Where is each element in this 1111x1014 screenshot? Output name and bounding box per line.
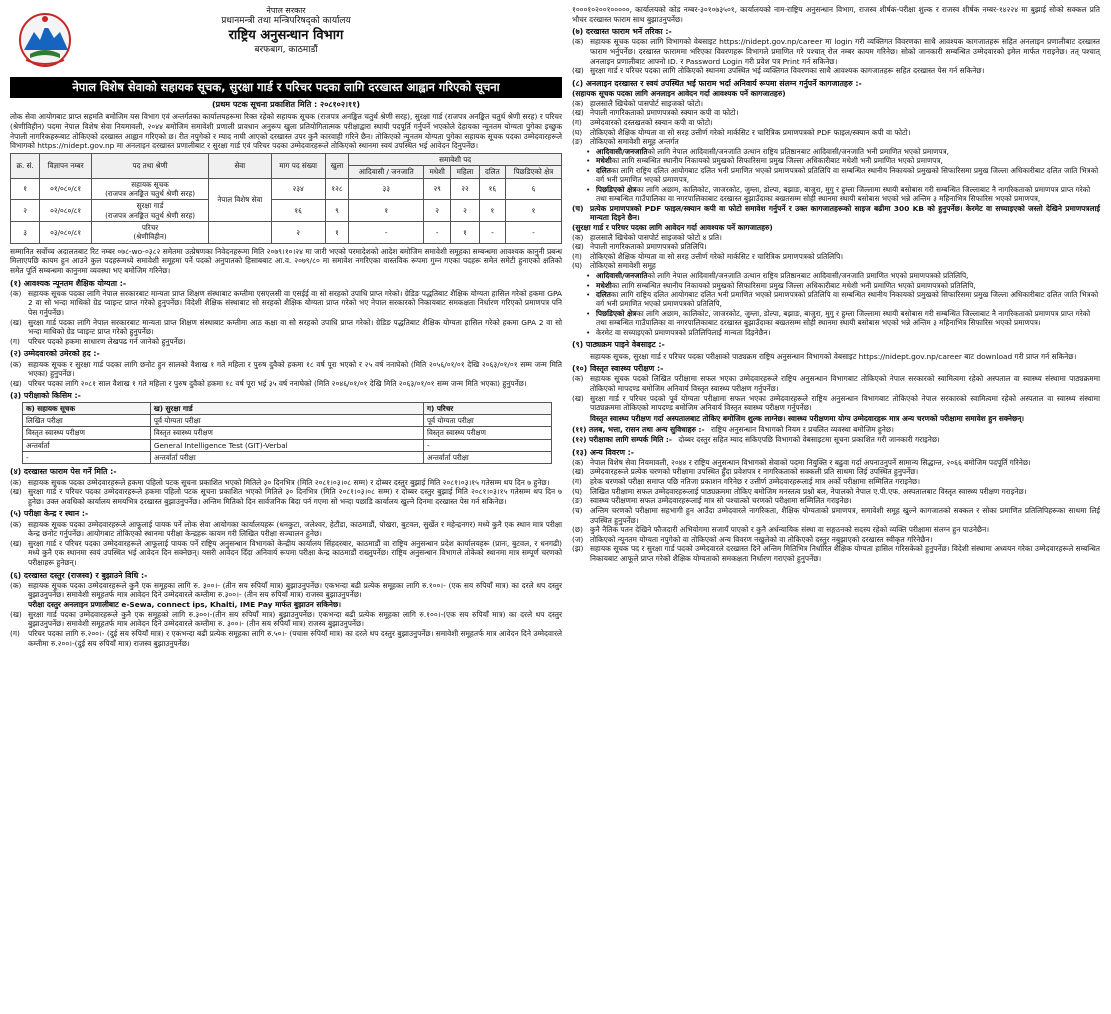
item-label: (झ) <box>572 544 584 554</box>
section-title: (७) दरखास्त फाराम भर्ने तरिका :- <box>572 27 672 37</box>
syllabus-text: सहायक सूचक, सुरक्षा गार्ड र परिचर पदका परीक्षाको पाठ्यक्रम राष्ट्रिय अनुसन्धान विभागको वेबसाइट https://nidept.gov.np/career बाट download गरी प्राप्त गर्न सकिनेछ। <box>590 351 1077 361</box>
item-label: (क) <box>572 37 584 47</box>
item-text: सहायक सूचक र सुरक्षा गार्ड पदका लागि छनोट हुन सालको वैशाख १ गते महिला र पुरुष दुवैको हकमा १८ वर्ष पूरा भएको र २५ वर्ष ननाघेको (मिति २०५६/०१/०१ देखि २०६३/०१/०१ सम्म जन्म मिति भएका) हुनुपर्नेछ। <box>28 359 562 379</box>
location: बरफबाग, काठमाडौं <box>254 44 318 55</box>
list-item <box>10 360 562 379</box>
item-text: तोकिएको न्यूनतम योग्यता नपुगेको वा तोकिएको अन्य विवरण नखुलेको वा तोकिएको दस्तुर नबुझाएको दरखास्त स्वीकृत गरिनेछैन। <box>590 534 933 544</box>
list-item <box>572 242 1100 252</box>
item-text: परिचर पदको हकमा साधारण लेखपढ गर्न जानेको हुनुपर्नेछ। <box>28 336 186 346</box>
list-item <box>572 37 1100 66</box>
list-item <box>572 506 1100 525</box>
section-title: (१) आवश्यक न्यूनतम शैक्षिक योग्यता :- <box>10 278 127 288</box>
bullet-item <box>586 281 1100 290</box>
item-text: तोकिएको शैक्षिक योग्यता वा सो सरह उत्तीर्ण गरेको मार्कसिट र चारित्रिक प्रमाणपत्रको PDF फाइल/स्क्यान कपी वा फोटो। <box>590 127 911 137</box>
cell: १ <box>325 221 349 243</box>
cell: ६ <box>505 178 561 200</box>
cell: विस्तृत स्वास्थ्य परीक्षण <box>23 427 151 439</box>
item-text: तोकिएको शैक्षिक योग्यता वा सो सरह उत्तीर्ण गरेको मार्कसिट र चारित्रिक प्रमाणपत्रको प्रतिलिपि। <box>590 251 844 261</box>
item-text: परिचर पदका लागि २०८१ साल वैशाख १ गते महिला र पुरुष दुवैको हकमा १८ वर्ष पूरा भई ३५ वर्ष ननाघेको (मिति २०४६/०१/०१ देखि मिति २०६३/०१/०१ सम्म जन्म मिति भएका) हुनुपर्नेछ। <box>28 378 527 388</box>
bullet-icon: • <box>586 165 591 175</box>
section-title: (११) तलब, भत्ता, रासन तथा अन्य सुविधाहरु :- <box>572 425 705 435</box>
item-text: परिचर पदका लागि रु.२००।- (दुई सय रुपियाँ मात्र) र एकभन्दा बढी प्रत्येक समूहका लागि रु.५०।- (पचास रुपियाँ मात्र) का दरले थप दस्तुर बुझाउनुपर्नेछ। समावेशी समूहतर्फ मात्र आवेदन दिने उम्मेदवारले कम्तीमा रु.२००।-(दुई सय रुपियाँ मात्र) राजस्व बुझाउनुपर्नेछ। <box>28 628 562 648</box>
post-name: सहायक सूचक <box>131 179 169 189</box>
item-text: उम्मेदवारको दस्तखतको स्क्यान कपी वा फोटो। <box>590 117 713 127</box>
item-text: लिखित परीक्षामा सफल उम्मेदवारहरूलाई पाठ्यक्रममा तोकिए बमोजिम मनस्तत्व प्रश्नो बल, नेपालको नेपाल ए.पी.एफ. अस्पतालबाट विस्तृत स्वास्थ्य परीक्षण गराइनेछ। <box>590 486 1027 496</box>
exam-col: ग) परिचर <box>423 402 551 414</box>
cell <box>92 178 209 200</box>
notice-banner: नेपाल विशेष सेवाको सहायक सूचक, सुरक्षा गार्ड र परिचर पदका लागि दरखास्त आह्वान गरिएको सूचना <box>10 77 562 98</box>
list-item <box>572 525 1100 535</box>
item-label: (क) <box>572 457 584 467</box>
subsection-title: (सहायक सूचक पदका लागि अनलाइन आवेदन गर्दा आवश्यक पर्ने कागजातहरु) <box>572 89 786 98</box>
table-row <box>11 221 562 243</box>
cell: - <box>479 221 505 243</box>
item-text: परीक्षा दस्तुर अनलाइन प्रणालीबाट e-Sewa, connect ips, Khalti, IME Pay मार्फत बुझाउन सकिनेछ। <box>28 600 342 609</box>
bullet-item <box>586 156 1100 165</box>
item-label: (क) <box>10 580 22 590</box>
service-cell: नेपाल विशेष सेवा <box>208 178 271 221</box>
bullet-item <box>586 328 1100 337</box>
item-text: अन्तिम चरणको परीक्षामा सहभागी हुन आउँदा उम्मेदवारले नागरिकता, शैक्षिक योग्यताको प्रमाणपत्र, समावेशी समूह खुल्ने कागजातको सक्कल र सोका प्रमाणित प्रतिलिपिहरूका साथमा लिई उपस्थित हुनुपर्नेछ। <box>590 505 1100 525</box>
bullet-icon: • <box>586 271 591 281</box>
list-item <box>10 487 562 506</box>
left-column <box>10 4 562 648</box>
list-item <box>572 496 1100 506</box>
bullet-text: का लागि अछाम, कालिकोट, जाजरकोट, जुम्ला, डोल्पा, बझाङ, बाजुरा, मुगु र हुम्ला जिल्लामा स्थायी बसोबास गरी सम्बन्धित जिल्लाबाट नै नागरिकताको प्रमाणपत्र प्राप्त गरेको तथा सम्बन्धित गाउँपालिका वा नगरपालिकाबाट दरखास्त बुझाउँदाका बखतसम्म सोही स्थानमा स्थायी बसोबास भएको भन्ने अन्तिम ३ महिनाभित्र सिफारिस भएको प्रमाणपत्र, <box>596 184 1091 204</box>
post-name: सुरक्षा गार्ड <box>136 201 164 211</box>
list-item <box>572 477 1100 487</box>
cell: ०२/०८०/८१ <box>40 200 92 222</box>
cell: ९ <box>325 200 349 222</box>
cell: विस्तृत स्वास्थ्य परीक्षण <box>150 427 423 439</box>
post-name: परिचर <box>141 222 159 232</box>
bullet-text: का लागि राष्ट्रिय दलित आयोगबाट दलित भनी प्रमाणित भएको प्रमाणपत्रको प्रतिलिपि वा सम्बन्धित स्थानीय निकायको प्रमुखको सिफारिसमा प्रमुख जिल्ला अधिकारीबाट दलित जाति भित्रको वर्ग भनी प्रमाणित भएको प्रमाणपत्र, <box>596 165 1099 185</box>
header <box>10 6 562 74</box>
cell: लिखित परीक्षा <box>23 414 151 426</box>
item-label: (ख) <box>572 467 584 477</box>
right-column <box>572 4 1100 564</box>
col-service: सेवा <box>208 153 271 178</box>
list-item <box>572 204 1100 223</box>
cell: १ <box>451 221 480 243</box>
cell: २ <box>424 200 451 222</box>
cell: - <box>349 221 424 243</box>
section-title: (३) परीक्षाको किसिम :- <box>10 391 81 401</box>
item-label: (ख) <box>10 317 22 327</box>
item-label: (क) <box>10 477 22 487</box>
list-item <box>10 600 562 610</box>
cell: अन्तर्वार्ता <box>23 439 151 451</box>
list-item <box>10 478 562 488</box>
item-text: सहायक सूचक पदका उम्मेदवारहरूले आफूलाई पायक पर्ने लोक सेवा आयोगका कार्यालयहरू (धनकुटा, जलेश्वर, हेटौंडा, काठमाडौं, पोखरा, बुटवल, सुर्खेत र महेन्द्रनगर) मध्ये कुनै एक स्थान मात्र परीक्षा केन्द्र छनोट गर्नुपर्नेछ। आयोगबाट तोकिएको स्थानमा परीक्षा केन्द्रहरू कायम गरी लिखित परीक्षा सञ्चालन हुनेछ। <box>28 519 562 539</box>
list-item <box>10 289 562 318</box>
item-text: सहायक सूचक पदको लिखित परीक्षामा सफल भएका उम्मेदवारहरूले राष्ट्रिय अनुसन्धान विभागबाट तोकिएको नेपाल सरकारको स्वामित्वमा रहेको अस्पताल वा स्वास्थ्य संस्थामा पाठ्यक्रममा तोकिएको मापदण्ड बमोजिम अनिवार्य विस्तृत स्वास्थ्य परीक्षण गर्नुपर्नेछ। <box>590 374 1100 393</box>
item-text: सहायक सूचक पदका उम्मेदवारहरूले कुनै एक समूहका लागि रु. ३००।- (तीन सय रुपियाँ मात्र) बुझाउनुपर्नेछ। एकभन्दा बढी प्रत्येक समूहका लागि रु.१००।- (एक सय रुपियाँ मात्र) का दरले थप दस्तुर बुझाउनुपर्नेछ। समावेशी समूहतर्फ मात्र आवेदन दिने उम्मेदवारले कम्तीमा रु.३००।- (तीन सय रुपियाँ मात्र) राजस्व बुझाउनुपर्नेछ। <box>28 580 562 600</box>
item-text: हालसालै खिचेको पासपोर्ट साइजको फोटो ४ प्रति। <box>590 232 722 242</box>
bullet-text: केरमेट वा सच्याइएको प्रमाणपत्रको प्रतिलिपिलाई मान्यता दिइनेछैन। <box>596 327 771 337</box>
cell: General Intelligence Test (GIT)-Verbal <box>150 439 423 451</box>
item-text: तोकिएको समावेशी समूह <box>590 261 656 271</box>
item-label: (घ) <box>572 127 583 137</box>
bullet-text: का लागि राष्ट्रिय दलित आयोगबाट दलित भनी प्रमाणित भएको प्रमाणपत्रको प्रतिलिपि वा सम्बन्धित स्थानीय निकायको प्रमुखको सिफारिसमा प्रमुख जिल्ला अधिकारीबाट दलित जाति भित्रको वर्ग भनी प्रमाणित भएको प्रमाणपत्रको प्रतिलिपि, <box>596 290 1099 309</box>
bullet-head: दलित <box>596 165 611 175</box>
table-row <box>23 452 552 464</box>
cell <box>92 221 209 243</box>
bullet-item <box>586 290 1100 309</box>
item-label: (ख) <box>10 378 22 388</box>
list-item <box>572 252 1100 262</box>
subsection-title: (सुरक्षा गार्ड र परिचर पदका लागि आवेदन गर्दा आवश्यक पर्ने कागजातहरु) <box>572 222 773 232</box>
section-title: (९) पाठ्यक्रम पाइने वेबसाइट :- <box>572 340 665 350</box>
bullet-icon: • <box>586 308 591 318</box>
list-item <box>10 379 562 389</box>
item-label: (ख) <box>572 242 584 252</box>
item-label: (ग) <box>10 336 20 346</box>
cell: - <box>424 221 451 243</box>
cell: ३ <box>11 221 40 243</box>
item-label: (छ) <box>572 525 583 535</box>
bullet-text: को लागि नेपाल आदिवासी/जनजाति उत्थान राष्ट्रिय प्रतिष्ठानबाट आदिवासी/जनजाति भनी प्रमाणित भएको प्रमाणपत्र, <box>647 146 949 156</box>
col-madhesi: मधेशी <box>424 166 451 178</box>
bullet-text: का लागि सम्बन्धित स्थानीय निकायको प्रमुखको सिफारिसमा प्रमुख जिल्ला अधिकारीबाट मधेशी भनी प्रमाणित भएको प्रमाणपत्र, <box>611 156 943 166</box>
cell: २ <box>271 221 325 243</box>
cell: - <box>23 452 151 464</box>
list-item <box>572 467 1100 477</box>
item-text: हरेक चरणको परीक्षा समाप्त पछि नतिजा प्रकाशन गरिनेछ र उत्तीर्ण उम्मेदवारहरूलाई मात्र अर्को परीक्षामा सम्मिलित गराइनेछ। <box>590 477 921 487</box>
col-backward: पिछडिएको क्षेत्र <box>505 166 561 178</box>
bullet-item <box>586 271 1100 280</box>
bullet-icon: • <box>586 327 591 337</box>
list-item <box>572 425 1100 435</box>
bullet-text: का लागि अछाम, कालिकोट, जाजरकोट, जुम्ला, डोल्पा, बझाङ, बाजुरा, मुगु र हुम्ला जिल्लामा स्थायी बसोबास गरी सम्बन्धित जिल्लाबाट नै नागरिकताको प्रमाणपत्र प्राप्त गरेको तथा सम्बन्धित गाउँपालिका वा नगरपालिकाबाट दरखास्त बुझाउँदाका बखतसम्म सोही स्थानमा स्थायी बसोबास भएको भन्ने अन्तिम ३ महिनाभित्र सिफारिस भएको प्रमाणपत्र। <box>596 308 1091 328</box>
item-text: सहायक सूचक पद र सुरक्षा गार्ड पदको उम्मेदवारले दरखास्त दिने अन्तिम मितिभित्र निर्धारित शैक्षिक योग्यता हासिल गरिसकेको हुनुपर्नेछ। विदेशी संस्थामा अध्ययन गरेका उम्मेदवारहरूले सम्बन्धित निकायबाट आफूले प्राप्त गरेको शैक्षिक योग्यताको समकक्षता निर्धारण गराएको हुनुपर्नेछ। <box>590 544 1100 564</box>
col-inclusive: समावेशी पद <box>349 153 562 165</box>
bullet-head: आदिवासी/जनजाति <box>596 146 648 156</box>
bullet-head: मधेशी <box>596 156 612 166</box>
list-item <box>572 261 1100 271</box>
cell: २२ <box>451 178 480 200</box>
bullet-head: पिछडिएको क्षेत्र <box>596 184 637 194</box>
exam-col: क) सहायक सूचक <box>23 402 151 414</box>
item-text: सुरक्षा गार्ड पदका लागि नेपाल सरकारबाट मान्यता प्राप्त शिक्षण संस्थाबाट कम्तीमा आठ कक्षा वा सो सरहको उपाधि प्राप्त गरेको। ग्रेडिङ पद्धतिबाट शैक्षिक योग्यता हासिल गरेको हकमा GPA 2 वा सो भन्दा माथिको ग्रेड प्वाइन्ट प्राप्त गरेको हुनुपर्नेछ। <box>28 317 562 337</box>
table-row <box>23 439 552 451</box>
cell: विस्तृत स्वास्थ्य परीक्षण <box>423 427 551 439</box>
item-text: सहायक सूचक पदका लागि विभागको वेबसाइट https://nidept.gov.np/career मा login गरी व्यक्तिगत विवरणका साथै आवश्यक कागजातहरू सहित अनलाइन प्रणालीबाट दरखास्त फाराम भर्नुपर्नेछ। दरखास्त फाराममा भरिएका विवरणहरू विभागले प्रमाणित गरे पश्चात् रोल नम्बर कायम गरिनेछ। सोको जानकारी सम्बन्धित उम्मेदवारको इमेल मार्फत गराइनेछ। तत् पश्चात् अनलाइन प्रणालीबाट आफ्नो ID. र Password Login गरी प्रवेश पत्र Print गर्न सकिनेछ। <box>590 37 1100 66</box>
list-item <box>10 539 562 568</box>
item-text: नेपाल विशेष सेवा नियमावली, २०४४ र राष्ट्रिय अनुसन्धान विभागको सेवाको पदमा नियुक्ति र बढुवा गर्दा अपनाउनुपर्ने सामान्य सिद्धान्त, २०६६ बमोजिम पदपूर्ति गरिनेछ। <box>590 457 1031 467</box>
post-grade: (राजपत्र अनङ्कित चतुर्थ श्रेणी सरह) <box>105 188 195 198</box>
section-title: (६) दरखास्त दस्तुर (राजस्व) र बुझाउने विधि :- <box>10 570 148 580</box>
item-label: (क) <box>10 519 22 529</box>
cell: अन्तर्वार्ता परीक्षा <box>150 452 423 464</box>
item-text: उम्मेदवारहरूले प्रत्येक चरणको परीक्षामा उपस्थित हुँदा प्रवेशपत्र र नागरिकताको सक्कली प्रति साथमा लिई उपस्थित हुनुपर्नेछ। <box>590 467 919 477</box>
court-note: सम्मानित सर्वोच्च अदालतबाट रिट नम्बर ०७८-wo-०३८२ समेतमा उत्प्रेषणका निवेदनहरूमा मिति २०७९।१०।२४ मा जारी भएको परमादेशको आदेश बमोजिम समावेशी समूहका सम्बन्धमा आवश्यक कानुनी प्रबन्ध मिलाएपछि कायम हुन आउने कुल पदहरूमध्ये समावेशी समूहमा पर्ने पदको अनुपातको हिसाबबाट आ.व. २०७९/८० मा समावेश नगरिएका वास्तविक रूपमा गुम्न गएका पदहरू समेत समेटी हुनाएको क्षतिको समेत पूर्ति सम्बन्धमा कानुनमा व्यवस्था भए बमोजिम गरिनेछ। <box>10 246 562 275</box>
item-label: (ख) <box>572 108 584 118</box>
list-item <box>572 128 1100 138</box>
item-text: नेपाली नागरिकताको प्रमाणपत्रको स्क्यान कपी वा फोटो। <box>590 108 739 118</box>
list-item <box>10 610 562 629</box>
item-text: तोकिएको समावेशी समूह अन्तर्गत <box>590 137 679 147</box>
item-label: (घ) <box>572 486 583 496</box>
list-item <box>572 137 1100 147</box>
list-item <box>572 544 1100 563</box>
publish-date: (प्रथम पटक सूचना प्रकाशित मिति : २०८१०२।११) <box>211 99 361 109</box>
item-label: (ङ) <box>572 496 583 506</box>
bullet-head: आदिवासी/जनजाति <box>596 271 648 281</box>
fee-account-text: १०००१०२००१०००००, कार्यालयको कोड नम्बर-३०१०७३५०१, कार्यालयको नाम-राष्ट्रिय अनुसन्धान विभाग, राजस्व शीर्षक-परीक्षा शुल्क र राजस्व शीर्षक नम्बर-१४२२४ मा बुझाई सोको सक्कल प्रति भौचर दरखास्त फाराम साथ बुझाउनुपर्नेछ। <box>572 5 1100 24</box>
col-post: पद तथा श्रेणी <box>92 153 209 178</box>
cell: १२८ <box>325 178 349 200</box>
item-label: (क) <box>572 232 584 242</box>
bullet-text: को लागि नेपाल आदिवासी/जनजाति उत्थान राष्ट्रिय प्रतिष्ठानबाट आदिवासी/जनजाति प्रमाणित भएको प्रमाणपत्रको प्रतिलिपि, <box>647 271 969 281</box>
bullet-item <box>586 185 1100 204</box>
bullet-head: पिछडिएको क्षेत्र <box>596 308 637 318</box>
cell: ०३/०८०/८१ <box>40 221 92 243</box>
section-title: (५) परीक्षा केन्द्र र स्थान :- <box>10 509 89 519</box>
item-text: नेपाली नागरिकताको प्रमाणपत्रको प्रतिलिपि। <box>590 242 707 252</box>
list-item <box>572 487 1100 497</box>
item-label: (च) <box>572 203 584 213</box>
bullet-text: का लागि सम्बन्धित स्थानीय निकायको प्रमुखको सिफारिसमा प्रमुख जिल्ला अधिकारीबाट मधेशी भनी प्रमाणित भएको प्रमाणपत्रको प्रतिलिपि, <box>611 280 976 290</box>
office-name: प्रधानमन्त्री तथा मन्त्रिपरिषद्को कार्यालय <box>221 16 351 27</box>
list-item <box>572 233 1100 243</box>
cell: अन्तर्वार्ता परीक्षा <box>423 452 551 464</box>
govt-name: नेपाल सरकार <box>266 6 306 15</box>
list-item <box>572 394 1100 413</box>
item-text: सुरक्षा गार्ड र परिचर पदका लागि तोकिएको स्थानमा उपस्थित भई व्यक्तिगत विवरणका साथै आवश्यक कागजातहरू सहित दरखास्त पेस गर्न सकिनेछ। <box>590 66 985 76</box>
cell: २ <box>11 200 40 222</box>
item-text: सुरक्षा गार्ड र परिचर पदका उम्मेदवारहरूले हकमा पहिलो पटक सूचना प्रकाशित भएको मितिले ३० दिनभित्र (मिति २०८१।०३।०८ सम्म) र दोब्बर दस्तुर बुझाई मिति २०८१।०३।१५ गतेसम्म थप दिन ७ हुनेछ। उक्त अवधिको कार्यालय समयभित्र दरखास्त बुझाउनुपर्नेछ। अन्तिम मितिको दिन सार्वजनिक बिदा पर्न गएमा सो भन्दा पछाडि कार्यालय खुल्ने दिनमा दरखास्त पेस गर्न सकिनेछ। <box>28 487 562 506</box>
item-text: सुरक्षा गार्ड र परिचर पदको पूर्व योग्यता परीक्षामा सफल भएका उम्मेदवारहरूले राष्ट्रिय अनुसन्धान विभागबाट तोकिएको नेपाल सरकारको स्वामित्वमा रहेको अस्पताल वा स्वास्थ्य संस्थामा पाठ्यक्रममा तोकिएको मापदण्ड बमोजिम अनिवार्य विस्तृत स्वास्थ्य परीक्षण गर्नुपर्नेछ। <box>590 393 1100 413</box>
item-label: (घ) <box>572 261 583 271</box>
list-item <box>572 458 1100 468</box>
bullet-icon: • <box>586 280 591 290</box>
item-label: (ख) <box>572 393 584 403</box>
post-grade: (राजपत्र अनङ्कित चतुर्थ श्रेणी सरह) <box>105 210 195 220</box>
bullet-icon: • <box>586 156 591 166</box>
cell: १ <box>479 200 505 222</box>
cell: २३४ <box>271 178 325 200</box>
item-label <box>10 600 26 610</box>
cell: १६ <box>271 200 325 222</box>
cell <box>92 200 209 222</box>
list-item <box>572 66 1100 76</box>
item-label: (च) <box>572 505 583 515</box>
cell: १ <box>349 200 424 222</box>
section-title: (१३) अन्य विवरण :- <box>572 447 635 457</box>
col-aj: आदिवासी / जनजाति <box>349 166 424 178</box>
item-label: (ग) <box>10 628 20 638</box>
list-item <box>572 374 1100 393</box>
item-label: (ग) <box>572 117 582 127</box>
table-row <box>11 178 562 200</box>
intro-paragraph: लोक सेवा आयोगबाट प्राप्त सहमति बमोजिम यस विभाग एवं अन्तर्गतका कार्यालयहरूमा रिक्त रहेको सहायक सूचक (राजपत्र अनङ्कित चतुर्थ श्रेणी सरह), सुरक्षा गार्ड (राजपत्र अनङ्कित चतुर्थ श्रेणी सरह) र परिचर (श्रेणीविहीन) पदमा नेपाल विशेष सेवा नियमावली, २०४४ बमोजिम समावेशी प्रणाली प्रावधान अनुरूप खुला प्रतियोगितात्मक परीक्षाद्वारा स्थायी पदपूर्ति गर्नुपर्ने भएकोले देहायका न्यूनतम योग्यता पुगेका इच्छुक नेपाली नागरिकहरूबाट तोकिएको दरखास्त आह्वान गरिएको छ। रीत नपुगेको र म्याद नाघी आएको दरखास्त उपर कुनै कारवाही गरिने छैन। तोकिएको न्यूनतम योग्यता पुगेका सहायक सूचक पदका उम्मेदवारहरूले विभागको https://nidept.gov.np मा अनलाइन दरखास्त प्रणालीबाट र सुरक्षा गार्ड एवं परिचर पदका उम्मेदवारहरूले तोकिएको स्थानमा स्वयं उपस्थित भई आवेदन दिनुपर्नेछ। <box>10 112 562 151</box>
bullet-head: दलित <box>596 290 611 299</box>
bullet-item <box>586 147 1100 156</box>
item-label: (ङ) <box>572 137 583 147</box>
item-label: (ग) <box>572 251 582 261</box>
item-label: (ख) <box>10 487 22 497</box>
exam-col: ख) सुरक्षा गार्ड <box>150 402 423 414</box>
cell: २९ <box>424 178 451 200</box>
list-item <box>10 581 562 600</box>
item-text: सहायक सूचक पदका लागि नेपाल सरकारबाट मान्यता प्राप्त शिक्षण संस्थाबाट कम्तीमा एसएलसी वा एसईई वा सो सरहको उपाधि प्राप्त गरेको। ग्रेडिङ पद्धतिबाट शैक्षिक योग्यता हासिल गरेको हकमा GPA 2 वा सो भन्दा माथिको ग्रेड प्वाइन्ट प्राप्त गरेको हुनुपर्नेछ। विदेशी शैक्षिक संस्थाबाट सो सरहको शैक्षिक योग्यता प्राप्त गरेको भए नेपाल सरकारको निकायबाट समकक्षता निर्धारण गरिएको प्रमाणपत्र पनि पेस गर्नुपर्नेछ। <box>28 288 562 317</box>
cell: - <box>423 439 551 451</box>
item-label: (ख) <box>10 538 22 548</box>
item-label: (ख) <box>10 609 22 619</box>
cell: २ <box>451 200 480 222</box>
cell: ०१/०८०/८१ <box>40 178 92 200</box>
list-item <box>572 118 1100 128</box>
bullet-head: मधेशी <box>596 280 612 290</box>
bullet-icon: • <box>586 290 591 299</box>
item-label: (क) <box>10 359 22 369</box>
item-text: राष्ट्रिय अनुसन्धान विभागको नियम र प्रचलित व्यवस्था बमोजिम हुनेछ। <box>710 425 894 435</box>
table-row <box>23 414 552 426</box>
col-adv: विज्ञापन नम्बर <box>40 153 92 178</box>
col-sn: क्र. सं. <box>11 153 40 178</box>
list-item <box>10 318 562 337</box>
item-text: सुरक्षा गार्ड पदका उम्मेदवारहरूले कुनै एक समूहको लागि रु.३००।-(तीन सय रुपियाँ मात्र) बुझाउनुपर्नेछ। एकभन्दा बढी प्रत्येक समूहका लागि रु.१००।-(एक सय रुपियाँ मात्र) का दरले थप दस्तुर बुझाउनुपर्नेछ। समावेशी समूहतर्फ मात्र आवेदन दिने उम्मेदवारले कम्तीमा रु. ३००।- (तीन सय रुपियाँ मात्र) राजस्व बुझाउनुपर्नेछ। <box>28 609 562 629</box>
list-item <box>572 535 1100 545</box>
cell: १ <box>505 200 561 222</box>
col-dalit: दलित <box>479 166 505 178</box>
section-title: (१०) विस्तृत स्वास्थ्य परीक्षण :- <box>572 364 664 374</box>
item-label: (क) <box>572 98 584 108</box>
section-title: (२) उम्मेदवारको उमेरको हद :- <box>10 349 100 359</box>
col-demand: माग पद संख्या <box>271 153 325 178</box>
section-title: (४) दरखास्त फाराम पेस गर्ने मिति :- <box>10 467 117 477</box>
item-label: (ख) <box>572 66 584 76</box>
item-text: हालसालै खिचेको पासपोर्ट साइजको फोटो। <box>590 98 704 108</box>
list-item <box>572 435 1100 445</box>
item-label: (ग) <box>572 477 582 487</box>
table-row <box>23 427 552 439</box>
item-text: सहायक सूचक पदका उम्मेदवारहरूले हकमा पहिलो पटक सूचना प्रकाशित भएको मितिले ३० दिनभित्र (मिति २०८१।०३।०८ सम्म) र दोब्बर दस्तुर बुझाई मिति २०८१।०३।१५ गतेसम्म थप दिन ७ हुनेछ। <box>28 477 550 487</box>
nepal-emblem-icon <box>18 10 72 68</box>
exam-type-table <box>22 402 552 465</box>
cell: १६ <box>479 178 505 200</box>
item-label: (ज) <box>572 534 584 544</box>
cell: - <box>505 221 561 243</box>
col-open: खुला <box>325 153 349 178</box>
table-row <box>11 200 562 222</box>
section-title: (१२) परीक्षाका लागि सम्पर्क मिति :- <box>572 435 672 445</box>
health-note: विस्तृत स्वास्थ्य परीक्षण गर्दा अस्पतालबाट तोकिए बमोजिम शुल्क लाग्नेछ। स्वास्थ्य परीक्षणमा योग्य उम्मेदवारहरू मात्र अन्य चरणको परीक्षामा समावेश हुन सक्नेछन्। <box>590 413 1025 423</box>
item-label: (क) <box>10 288 22 298</box>
item-label: (क) <box>572 374 584 384</box>
item-text: स्वास्थ्य परीक्षणमा सफल उम्मेदवारहरूलाई मात्र सो पश्चात्को चरणको परीक्षामा सम्मिलित गराइनेछ। <box>590 496 852 506</box>
item-text: सुरक्षा गार्ड र परिचर पदका उम्मेदवारहरूले आफूलाई पायक पर्ने राष्ट्रिय अनुसन्धान विभागको केन्द्रीय कार्यालय सिंहदरबार, काठमाडौं वा राष्ट्रिय अनुसन्धान प्रदेश कार्यालयहरू (प्रानः, बुटवल, र धनगढी) मध्ये कुनै एक स्थानमा स्वयं उपस्थित भई आवेदन दिन सक्नेछन्। यसरी आवेदन दिँदा अनिवार्य रूपमा परीक्षा केन्द्र काठमाडौं राख्नुपर्नेछ। राष्ट्रिय अनुसन्धान विभागले तोकेको स्थानमा मात्र सम्पूर्ण चरणको परीक्षाहरू हुनेछन्। <box>28 538 562 567</box>
cell: १ <box>11 178 40 200</box>
bullet-icon: • <box>586 146 591 156</box>
list-item <box>10 337 562 347</box>
post-grade: (श्रेणीविहीन) <box>133 232 167 242</box>
item-text: दोब्बर दस्तुर सहित म्याद सकिएपछि विभागको वेबसाइटमा सूचना प्रकाशित गरी जानकारी गराइनेछ। <box>678 435 940 445</box>
bullet-item <box>586 166 1100 185</box>
vacancy-table <box>10 153 562 244</box>
bullet-icon: • <box>586 184 591 194</box>
cell: पूर्व योग्यता परीक्षा <box>423 414 551 426</box>
item-text: प्रत्येक प्रमाणपत्रको PDF फाइल/स्क्यान कपी वा फोटो समावेश गर्नुपर्ने र उक्त कागजातहरूको साइज बढीमा 300 KB को हुनुपर्नेछ। केरमेट वा सच्याइएको जस्तो देखिने प्रमाणपत्रलाई मान्यता दिइने छैन। <box>590 203 1100 223</box>
list-item <box>10 520 562 539</box>
list-item <box>572 99 1100 109</box>
item-text: कुनै नैतिक पतन देखिने फौजदारी अभियोगमा सजायँ पाएको र कुनै अर्धन्यायिक संस्था वा सङ्गठनको सदस्य रहेको व्यक्ति परीक्षामा संलग्न हुन पाउनेछैन। <box>590 525 990 535</box>
list-item <box>572 108 1100 118</box>
section-title: (८) अनलाइन दरखास्त र स्वयं उपस्थित भई फाराम भर्दा अनिवार्य रूपमा संलग्न गर्नुपर्ने कागजातहरु :- <box>572 78 862 88</box>
cell <box>208 221 271 243</box>
bullet-item <box>586 309 1100 328</box>
cell: ३३ <box>349 178 424 200</box>
cell: पूर्व योग्यता परीक्षा <box>150 414 423 426</box>
list-item <box>10 629 562 648</box>
col-women: महिला <box>451 166 480 178</box>
department-name: राष्ट्रिय अनुसन्धान विभाग <box>228 28 344 44</box>
